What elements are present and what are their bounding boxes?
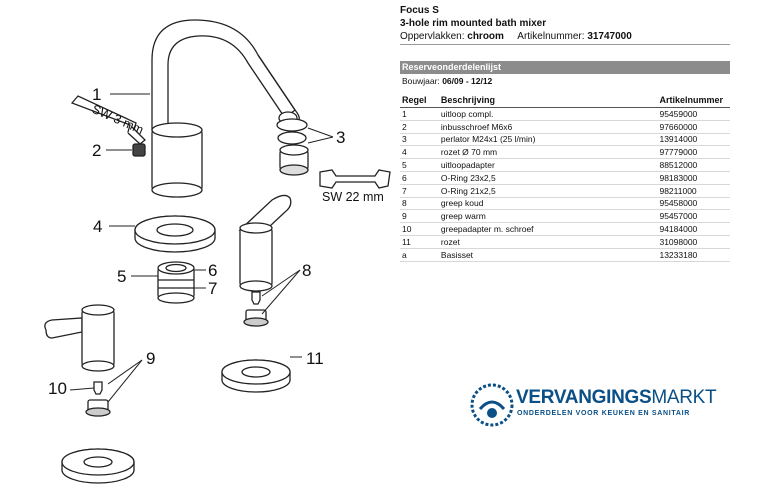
build-year: [402, 76, 492, 86]
callout-5: 5: [117, 267, 127, 286]
parts-table-row: [400, 133, 730, 146]
callout-9: 9: [146, 349, 156, 368]
row-regel: 1: [400, 108, 439, 121]
row-regel: 10: [400, 223, 439, 236]
parts-table-row: [400, 248, 730, 261]
callout-8: 8: [302, 261, 312, 280]
logo-name: [516, 387, 716, 409]
parts-table-row: [400, 197, 730, 210]
vervangingsmarkt-logo: [470, 383, 720, 429]
parts-table: [400, 93, 730, 262]
parts-table-row: [400, 159, 730, 172]
wrench-size-label: SW 22 mm: [322, 190, 384, 204]
row-regel: 7: [400, 184, 439, 197]
row-artikelnummer: 94184000: [657, 223, 730, 236]
callout-1: 1: [92, 85, 102, 104]
row-regel: 5: [400, 159, 439, 172]
callout-4: 4: [93, 217, 103, 236]
row-beschrijving: O-Ring 23x2,5: [439, 171, 658, 184]
parts-table-header: [400, 93, 730, 108]
row-artikelnummer: 88512000: [657, 159, 730, 172]
row-regel: 6: [400, 171, 439, 184]
row-artikelnummer: 95459000: [657, 108, 730, 121]
row-regel: 4: [400, 146, 439, 159]
row-artikelnummer: 98183000: [657, 171, 730, 184]
handle-cold-part-8: [240, 195, 291, 291]
rosette-bottom: [62, 449, 134, 483]
divider: [400, 44, 730, 45]
row-artikelnummer: 98211000: [657, 184, 730, 197]
rosette-part-11: [222, 360, 290, 392]
row-beschrijving: greep koud: [439, 197, 658, 210]
row-beschrijving: uitloop compl.: [439, 108, 658, 121]
row-regel: 9: [400, 210, 439, 223]
aerator-part-3: [277, 119, 308, 175]
row-artikelnummer: 97779000: [657, 146, 730, 159]
parts-table-row: [400, 108, 730, 121]
logo-name-bold: VERVANGINGS: [516, 387, 652, 408]
handle-warm-part-9: [45, 305, 114, 371]
build-year-label: Bouwjaar:: [402, 76, 440, 86]
article-label: Artikelnummer:: [517, 31, 585, 42]
row-artikelnummer: 95458000: [657, 197, 730, 210]
row-artikelnummer: 31098000: [657, 235, 730, 248]
product-description: 3-hole rim mounted bath mixer: [400, 18, 547, 29]
row-beschrijving: inbusschroef M6x6: [439, 120, 658, 133]
article-value: 31747000: [587, 31, 632, 42]
row-beschrijving: O-Ring 21x2,5: [439, 184, 658, 197]
row-beschrijving: Basisset: [439, 248, 658, 261]
product-info-panel: [400, 0, 760, 501]
parts-table-row: [400, 223, 730, 236]
column-header-regel: Regel: [400, 93, 439, 108]
callout-7: 7: [208, 279, 218, 298]
row-regel: a: [400, 248, 439, 261]
rosette-part-4: [135, 216, 215, 252]
row-beschrijving: perlator M24x1 (25 l/min): [439, 133, 658, 146]
row-regel: 11: [400, 235, 439, 248]
row-beschrijving: greep warm: [439, 210, 658, 223]
parts-table-row: [400, 235, 730, 248]
callout-3: 3: [336, 128, 346, 147]
callout-6: 6: [208, 261, 218, 280]
row-regel: 8: [400, 197, 439, 210]
handle-adapter-part-10: [86, 382, 110, 416]
row-artikelnummer: 95457000: [657, 210, 730, 223]
surface-value: chroom: [467, 31, 504, 42]
logo-tagline: ONDERDELEN VOOR KEUKEN EN SANITAIR: [517, 410, 691, 417]
row-artikelnummer: 97660000: [657, 120, 730, 133]
row-beschrijving: uitloopadapter: [439, 159, 658, 172]
row-artikelnummer: 13914000: [657, 133, 730, 146]
product-series: Focus S: [400, 5, 439, 16]
row-beschrijving: rozet: [439, 235, 658, 248]
callout-2: 2: [92, 141, 102, 160]
row-beschrijving: rozet Ø 70 mm: [439, 146, 658, 159]
column-header-artikelnummer: Artikelnummer: [657, 93, 730, 108]
parts-table-row: [400, 184, 730, 197]
callout-11: 11: [306, 349, 324, 368]
hex-key-size-label: SW 3 mm: [89, 101, 146, 138]
spout-adapter-part-5: [158, 262, 194, 303]
logo-name-light: MARKT: [651, 387, 717, 408]
handle-adapter-part-8: [244, 292, 268, 326]
logo-mark-icon: [470, 383, 514, 427]
wrench-tool: [320, 170, 390, 188]
row-regel: 3: [400, 133, 439, 146]
surface-label: Oppervlakken:: [400, 31, 465, 42]
build-year-value: 06/09 - 12/12: [442, 76, 493, 86]
parts-list-banner: Reserveonderdelenlijst: [400, 61, 730, 74]
product-header: [400, 4, 632, 43]
parts-table-row: [400, 171, 730, 184]
callout-10: 10: [48, 379, 67, 398]
set-screw-part-2: [133, 144, 145, 156]
parts-table-row: [400, 146, 730, 159]
row-beschrijving: greepadapter m. schroef: [439, 223, 658, 236]
spout-part-1: [152, 20, 299, 197]
parts-table-row: [400, 120, 730, 133]
row-artikelnummer: 13233180: [657, 248, 730, 261]
parts-table-row: [400, 210, 730, 223]
column-header-beschrijving: Beschrijving: [439, 93, 658, 108]
row-regel: 2: [400, 120, 439, 133]
